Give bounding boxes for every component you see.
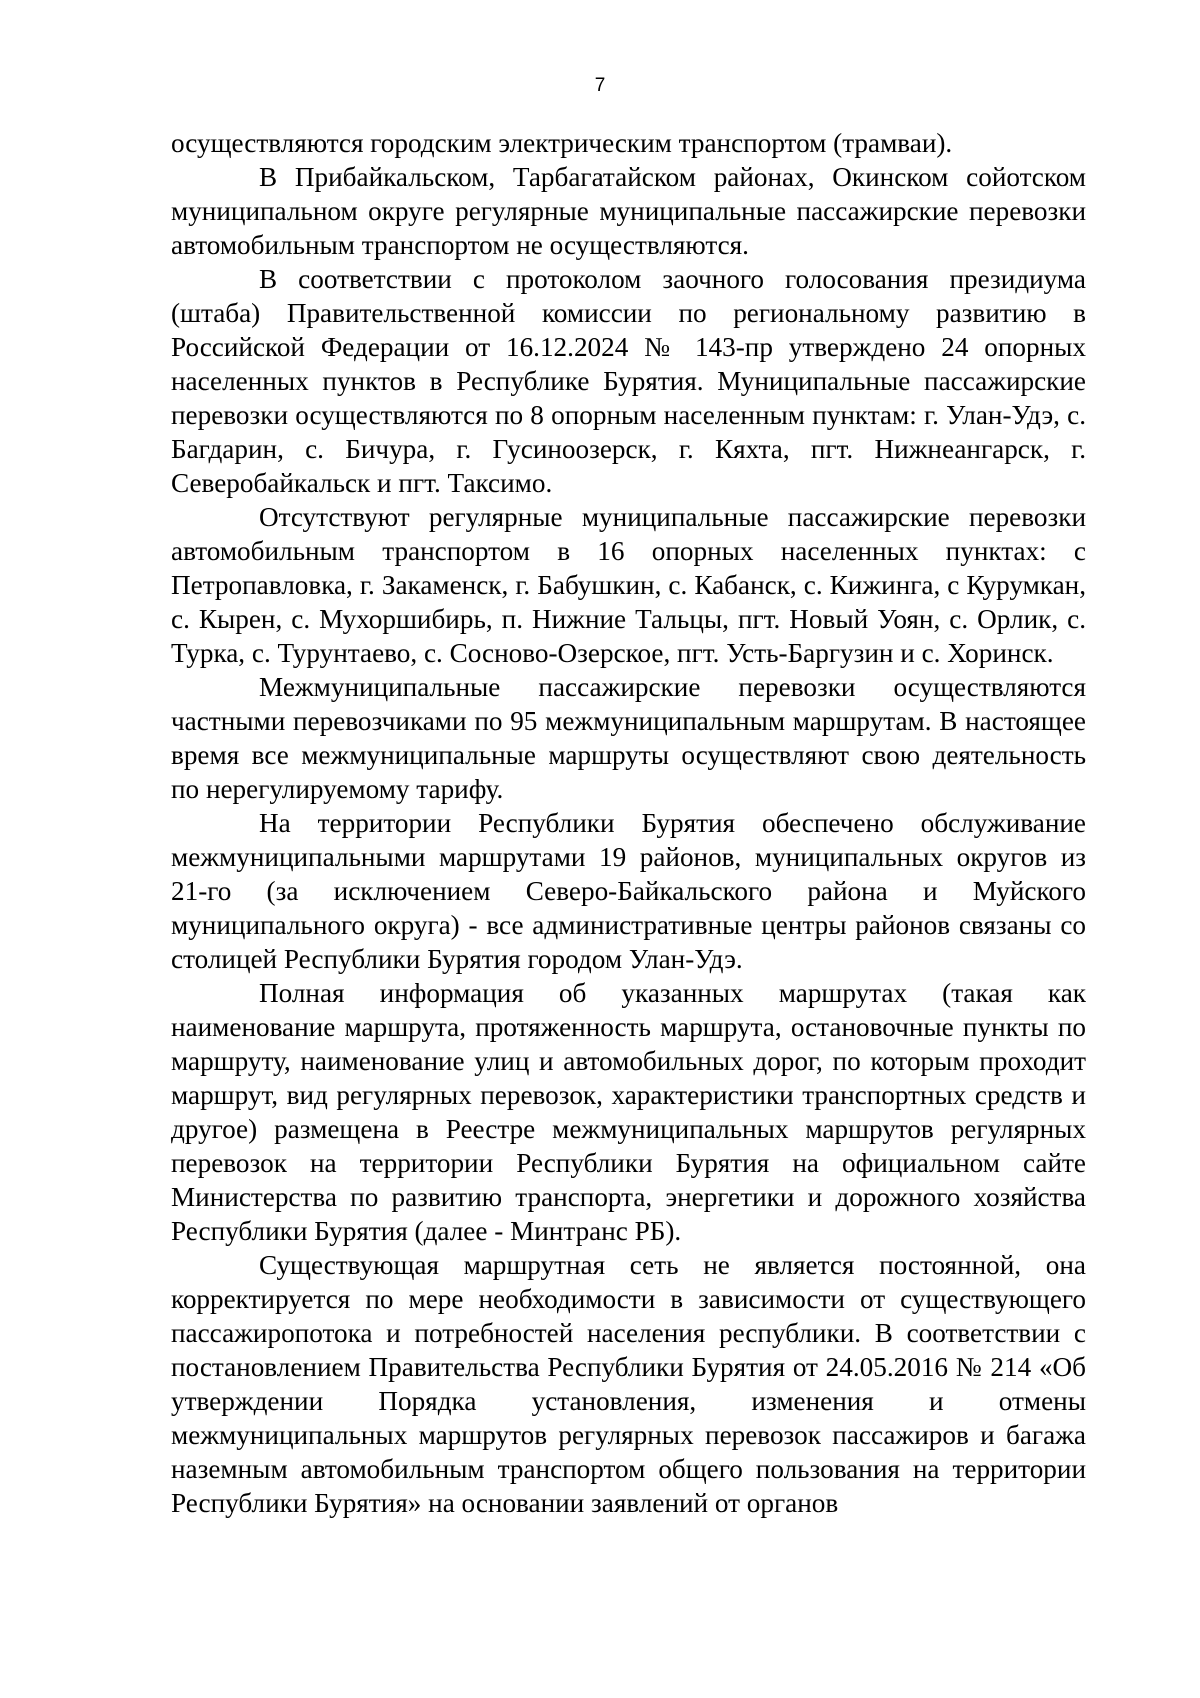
paragraph-missing-transport: Отсутствуют регулярные муниципальные пассажирские перевозки автомобильным транспортом в 16 опорных населенных пунктах: с Петропавловка, г. Закаменск, г. Бабушкин, с. Кабанск, с. Кижинга, с Курумкан, с. Кырен, с. Мухоршибирь, п. Нижние Тальцы, пгт. Новый Уоян, с. Орлик, с. Турка, с. Турунтаево, с. Сосново-Озерское, пгт. Усть-Баргузин и с. Хоринск. [171, 502, 1086, 668]
paragraph-route-network: Существующая маршрутная сеть не является постоянной, она корректируется по мере необходимости в зависимости от существующего пассажиропотока и потребностей населения республики. В соответствии с постановлением Правительства Республики Бурятия от 24.05.2016 № 214 «Об утверждении Порядка установления, изменения и отмены межмуниципальных маршрутов регулярных перевозок пассажиров и багажа наземным автомобильным транспортом общего пользования на территории Республики Бурятия» на основании заявлений от органов [171, 1250, 1086, 1518]
paragraph-route-registry: Полная информация об указанных маршрутах (такая как наименование маршрута, протяженность маршрута, остановочные пункты по маршруту, наименование улиц и автомобильных дорог, по которым проходит маршрут, вид регулярных перевозок, характеристики транспортных средств и другое) размещена в Реестре межмуниципальных маршрутов регулярных перевозок на территории Республики Бурятия на официальном сайте Министерства по развитию транспорта, энергетики и дорожного хозяйства Республики Бурятия (далее - Минтранс РБ). [171, 978, 1086, 1246]
page-number: 7 [594, 75, 606, 96]
paragraph-continuation: осуществляются городским электрическим транспортом (трамваи). [171, 128, 953, 158]
paragraph-support-settlements: В соответствии с протоколом заочного голосования президиума (штаба) Правительственной комиссии по региональному развитию в Российской Федерации от 16.12.2024 № 143-пр утверждено 24 опорных населенных пунктов в Республике Бурятия. Муниципальные пассажирские перевозки осуществляются по 8 опорным населенным пунктам: г. Улан-Удэ, с. Багдарин, с. Бичура, г. Гусиноозерск, г. Кяхта, пгт. Нижнеангарск, г. Северобайкальск и пгт. Таксимо. [171, 264, 1086, 498]
document-body [171, 126, 1086, 1520]
paragraph-intermunicipal-routes: Межмуниципальные пассажирские перевозки осуществляются частными перевозчиками по 95 межмуниципальным маршрутам. В настоящее время все межмуниципальные маршруты осуществляют свою деятельность по нерегулируемому тарифу. [171, 672, 1086, 804]
paragraph-district-coverage: На территории Республики Бурятия обеспечено обслуживание межмуниципальными маршрутами 19 районов, муниципальных округов из 21-го (за исключением Северо-Байкальского района и Муйского муниципального округа) - все административные центры районов связаны со столицей Республики Бурятия городом Улан-Удэ. [171, 808, 1086, 974]
paragraph-no-transport-districts: В Прибайкальском, Тарбагатайском районах, Окинском сойотском муниципальном округе регулярные муниципальные пассажирские перевозки автомобильным транспортом не осуществляются. [171, 162, 1086, 260]
